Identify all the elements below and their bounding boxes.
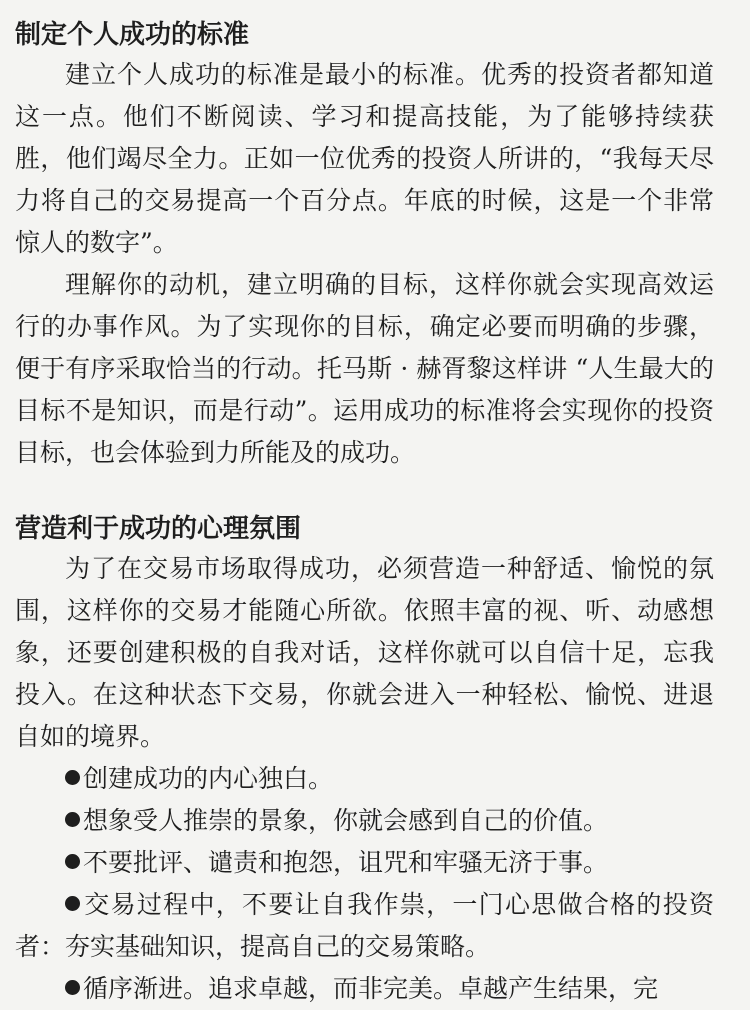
bullet-text: 创建成功的内心独白。 bbox=[83, 764, 334, 793]
bullet-text: 交易过程中，不要让自我作祟，一门心思做合格的投资者：夯实基础知识，提高自己的交易策略。 bbox=[15, 890, 714, 961]
paragraph-mental-atmosphere-1: 为了在交易市场取得成功，必须营造一种舒适、愉悦的氛围，这样你的交易才能随心所欲。依照丰富的视、听、动感想象，还要创建积极的自我对话，这样你就可以自信十足，忘我投入。在这种状态下交易，你就会进入一种轻松、愉悦、进退自如的境界。 bbox=[15, 554, 714, 751]
bullet-dot-icon bbox=[65, 854, 80, 869]
section-heading-success-standards: 制定个人成功的标准 bbox=[15, 20, 250, 50]
bullet-item bbox=[15, 800, 714, 842]
bullet-text: 不要批评、谴责和抱怨，诅咒和牢骚无济于事。 bbox=[83, 848, 609, 877]
section-spacer bbox=[15, 474, 714, 512]
section-heading-mental-atmosphere: 营造利于成功的心理氛围 bbox=[15, 514, 302, 544]
bullet-text: 想象受人推崇的景象，你就会感到自己的价值。 bbox=[83, 806, 609, 835]
bullet-item bbox=[15, 758, 714, 800]
bullet-item bbox=[15, 884, 714, 968]
bullet-text: 循序渐进。追求卓越，而非完美。卓越产生结果，完 bbox=[83, 974, 659, 1003]
bullet-dot-icon bbox=[65, 980, 80, 995]
paragraph-success-standards-2: 理解你的动机，建立明确的目标，这样你就会实现高效运行的办事作风。为了实现你的目标，确定必要而明确的步骤，便于有序采取恰当的行动。托马斯 · 赫胥黎这样讲 “人生最大的目标不是知识，而是行动”。运用成功的标准将会实现你的投资目标，也会体验到力所能及的成功。 bbox=[15, 270, 714, 467]
paragraph-success-standards-1: 建立个人成功的标准是最小的标准。优秀的投资者都知道这一点。他们不断阅读、学习和提高技能，为了能够持续获胜，他们竭尽全力。正如一位优秀的投资人所讲的，“我每天尽力将自己的交易提高一个百分点。年底的时候，这是一个非常惊人的数字”。 bbox=[15, 60, 714, 257]
bullet-dot-icon bbox=[65, 896, 80, 911]
bullet-item bbox=[15, 842, 714, 884]
bullet-dot-icon bbox=[65, 812, 80, 827]
bullet-dot-icon bbox=[65, 770, 80, 785]
bullet-item bbox=[15, 968, 714, 1010]
